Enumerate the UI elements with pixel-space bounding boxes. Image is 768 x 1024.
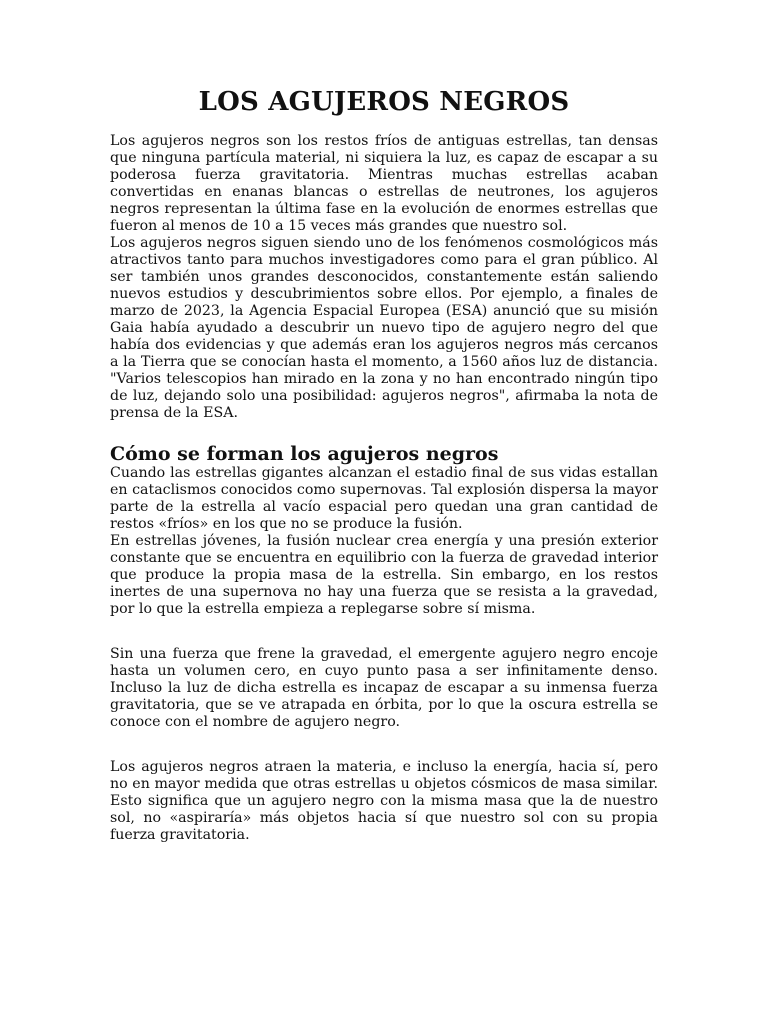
paragraph-formation-3: Sin una fuerza que frene la gravedad, el emergente agujero negro encoje hasta un volumen cero, en cuyo punto pasa a ser infinitamente denso. Incluso la luz de dicha estrella es incapaz de escapar a su inmensa fuerza gravitatoria, que se ve atrapada en órbita, por lo que la oscura estrella se conoce con el nombre de agujero negro. — [110, 646, 658, 730]
paragraph-spacer — [110, 731, 658, 759]
paragraph-spacer — [110, 618, 658, 646]
document-page — [110, 84, 658, 844]
paragraph-intro-2: Los agujeros negros siguen siendo uno de los fenómenos cosmológicos más atractivos tanto para muchos investigadores como para el gran público. Al ser también unos grandes desconocidos, constantemente están saliendo nuevos estudios y descubrimientos sobre ellos. Por ejemplo, a finales de marzo de 2023, la Agencia Espacial Europea (ESA) anunció que su misión Gaia había ayudado a descubrir un nuevo tipo de agujero negro del que había dos evidencias y que además eran los agujeros negros más cercanos a la Tierra que se conocían hasta el momento, a 1560 años luz de distancia. "Varios telescopios han mirado en la zona y no han encontrado ningún tipo de luz, dejando solo una posibilidad: agujeros negros", afirmaba la nota de prensa de la ESA. — [110, 235, 658, 421]
paragraph-formation-1: Cuando las estrellas gigantes alcanzan el estadio final de sus vidas estallan en cataclismos conocidos como supernovas. Tal explosión dispersa la mayor parte de la estrella al vacío espacial pero quedan una gran cantidad de restos «fríos» en los que no se produce la fusión. — [110, 465, 658, 532]
document-title: LOS AGUJEROS NEGROS — [198, 87, 570, 117]
paragraph-formation-4: Los agujeros negros atraen la materia, e incluso la energía, hacia sí, pero no en mayor medida que otras estrellas u objetos cósmicos de masa similar. Esto significa que un agujero negro con la misma masa que la de nuestro sol, no «aspiraría» más objetos hacia sí que nuestro sol con su propia fuerza gravitatoria. — [110, 759, 658, 843]
section-heading: Cómo se forman los agujeros negros — [110, 443, 499, 465]
paragraph-intro-1: Los agujeros negros son los restos fríos de antiguas estrellas, tan densas que ninguna partícula material, ni siquiera la luz, es capaz de escapar a su poderosa fuerza gravitatoria. Mientras muchas estrellas acaban convertidas en enanas blancas o estrellas de neutrones, los agujeros negros representan la última fase en la evolución de enormes estrellas que fueron al menos de 10 a 15 veces más grandes que nuestro sol. — [110, 133, 658, 234]
paragraph-formation-2: En estrellas jóvenes, la fusión nuclear crea energía y una presión exterior constante que se encuentra en equilibrio con la fuerza de gravedad interior que produce la propia masa de la estrella. Sin embargo, en los restos inertes de una supernova no hay una fuerza que se resista a la gravedad, por lo que la estrella empieza a replegarse sobre sí misma. — [110, 533, 658, 617]
